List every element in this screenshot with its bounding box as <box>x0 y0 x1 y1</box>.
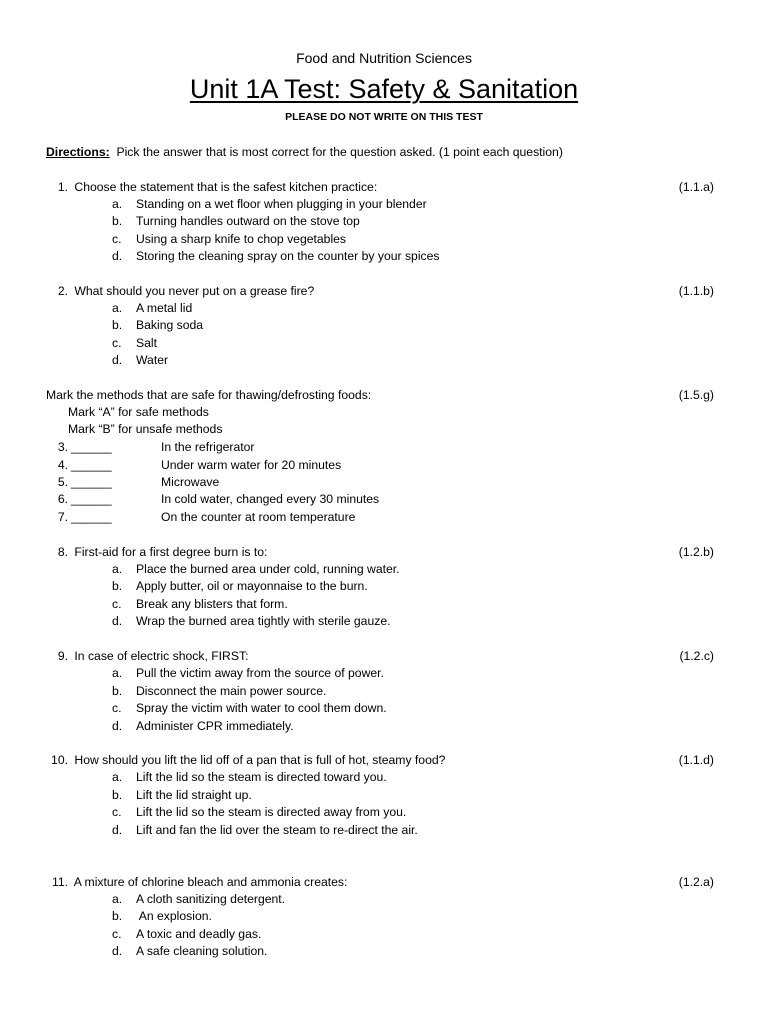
option-letter: b. <box>112 214 123 228</box>
item-number: 4. <box>57 458 68 472</box>
option-c <box>112 927 262 942</box>
question-8 <box>24 545 267 560</box>
option-c <box>112 336 158 351</box>
option-text: Place the burned area under cold, running water. <box>136 562 400 576</box>
standard-code: (1.5.g) <box>678 388 714 402</box>
option-text: Storing the cleaning spray on the counter by your spices <box>136 249 440 263</box>
option-b <box>112 214 360 229</box>
answer-blank: ______ <box>71 440 112 454</box>
option-a <box>112 197 427 212</box>
option-text: A metal lid <box>136 301 193 315</box>
mark-a-instruction: Mark “A” for safe methods <box>68 405 209 419</box>
option-letter: b. <box>112 684 123 698</box>
directions-text: Pick the answer that is most correct for the question asked. (1 point each question) <box>116 145 563 159</box>
option-c <box>112 701 387 716</box>
answer-blank: ______ <box>71 475 112 489</box>
option-text: Lift the lid so the steam is directed toward you. <box>136 770 387 784</box>
thaw-item-7 <box>24 510 355 525</box>
option-letter: d. <box>112 614 123 628</box>
standard-code: (1.1.a) <box>678 180 714 194</box>
option-letter: a. <box>112 301 123 315</box>
mark-b-instruction: Mark “B” for unsafe methods <box>68 422 223 436</box>
item-text: Microwave <box>161 475 220 489</box>
option-letter: d. <box>112 353 123 367</box>
option-text: Lift the lid so the steam is directed away from you. <box>136 805 407 819</box>
question-number: 10. <box>51 753 68 767</box>
option-letter: a. <box>112 770 123 784</box>
option-c <box>112 597 288 612</box>
option-letter: d. <box>112 719 123 733</box>
option-letter: c. <box>112 701 122 715</box>
option-letter: d. <box>112 823 123 837</box>
item-text: On the counter at room temperature <box>161 510 356 524</box>
option-b <box>112 909 212 924</box>
option-text: Wrap the burned area tightly with sterile gauze. <box>136 614 391 628</box>
thaw-item-6 <box>24 492 379 507</box>
option-letter: c. <box>112 927 122 941</box>
option-letter: a. <box>112 666 123 680</box>
question-number: 11. <box>51 875 68 889</box>
option-letter: d. <box>112 944 123 958</box>
option-text: Administer CPR immediately. <box>136 719 294 733</box>
thawing-intro: Mark the methods that are safe for thawing/defrosting foods: <box>46 388 372 402</box>
option-a <box>112 770 387 785</box>
answer-blank: ______ <box>71 492 112 506</box>
option-d <box>112 249 440 264</box>
directions-label: Directions: <box>46 145 110 159</box>
question-text: First-aid for a first degree burn is to: <box>74 545 268 559</box>
option-text: Using a sharp knife to chop vegetables <box>136 232 347 246</box>
question-text: A mixture of chlorine bleach and ammonia creates: <box>73 875 348 889</box>
option-text: Apply butter, oil or mayonnaise to the burn. <box>136 579 368 593</box>
option-letter: a. <box>112 197 123 211</box>
option-letter: c. <box>112 805 122 819</box>
answer-blank: ______ <box>71 458 112 472</box>
option-b <box>112 579 368 594</box>
notice: PLEASE DO NOT WRITE ON THIS TEST <box>285 111 483 123</box>
option-d <box>112 614 391 629</box>
option-letter: c. <box>112 597 122 611</box>
question-number: 2. <box>57 284 68 298</box>
option-d <box>112 719 294 734</box>
option-letter: a. <box>112 562 123 576</box>
option-c <box>112 805 407 820</box>
option-letter: c. <box>112 336 122 350</box>
option-b <box>112 318 204 333</box>
option-letter: b. <box>112 788 123 802</box>
item-number: 3. <box>57 440 68 454</box>
option-d <box>112 353 169 368</box>
question-text: How should you lift the lid off of a pan that is full of hot, steamy food? <box>74 753 446 767</box>
question-text: Choose the statement that is the safest kitchen practice: <box>74 180 378 194</box>
course-name: Food and Nutrition Sciences <box>296 50 472 66</box>
item-number: 7. <box>57 510 68 524</box>
option-text: Baking soda <box>136 318 204 332</box>
option-a <box>112 666 384 681</box>
question-text: What should you never put on a grease fire? <box>74 284 315 298</box>
option-text: Disconnect the main power source. <box>136 684 327 698</box>
thaw-item-5 <box>24 475 219 490</box>
option-a <box>112 892 286 907</box>
item-number: 5. <box>57 475 68 489</box>
thaw-item-4 <box>24 458 341 473</box>
question-number: 9. <box>57 649 68 663</box>
question-9 <box>24 649 248 664</box>
thaw-item-3 <box>24 440 254 455</box>
standard-code: (1.1.b) <box>678 284 714 298</box>
option-text: Spray the victim with water to cool them down. <box>136 701 387 715</box>
option-c <box>112 232 347 247</box>
option-text: Lift the lid straight up. <box>136 788 252 802</box>
question-1 <box>24 180 377 195</box>
option-d <box>112 823 418 838</box>
item-text: In cold water, changed every 30 minutes <box>161 492 380 506</box>
option-text: A cloth sanitizing detergent. <box>136 892 286 906</box>
question-number: 1. <box>57 180 68 194</box>
item-text: In the refrigerator <box>161 440 255 454</box>
item-text: Under warm water for 20 minutes <box>161 458 342 472</box>
page-title: Unit 1A Test: Safety & Sanitation <box>189 74 579 104</box>
option-d <box>112 944 268 959</box>
answer-blank: ______ <box>71 510 112 524</box>
option-a <box>112 301 193 316</box>
option-text: Lift and fan the lid over the steam to re-direct the air. <box>136 823 418 837</box>
option-text: Salt <box>136 336 158 350</box>
option-letter: b. <box>112 318 123 332</box>
question-number: 8. <box>57 545 68 559</box>
option-text: A safe cleaning solution. <box>136 944 268 958</box>
question-text: In case of electric shock, FIRST: <box>74 649 249 663</box>
question-2 <box>24 284 314 299</box>
option-text: Water <box>136 353 169 367</box>
option-letter: b. <box>112 579 123 593</box>
option-b <box>112 684 327 699</box>
option-a <box>112 562 400 577</box>
option-letter: a. <box>112 892 123 906</box>
option-text: A toxic and deadly gas. <box>136 927 262 941</box>
option-text: Break any blisters that form. <box>136 597 288 611</box>
option-text: Standing on a wet floor when plugging in your blender <box>136 197 427 211</box>
question-11 <box>24 875 347 890</box>
option-text: Pull the victim away from the source of power. <box>136 666 384 680</box>
option-letter: d. <box>112 249 123 263</box>
option-letter: b. <box>112 909 123 923</box>
item-number: 6. <box>57 492 68 506</box>
standard-code: (1.1.d) <box>678 753 714 767</box>
option-b <box>112 788 252 803</box>
option-text: An explosion. <box>136 909 212 923</box>
standard-code: (1.2.b) <box>678 545 714 559</box>
standard-code: (1.2.a) <box>678 875 714 889</box>
option-text: Turning handles outward on the stove top <box>136 214 360 228</box>
directions <box>46 145 563 160</box>
question-10 <box>24 753 445 768</box>
standard-code: (1.2.c) <box>679 649 714 663</box>
option-letter: c. <box>112 232 122 246</box>
